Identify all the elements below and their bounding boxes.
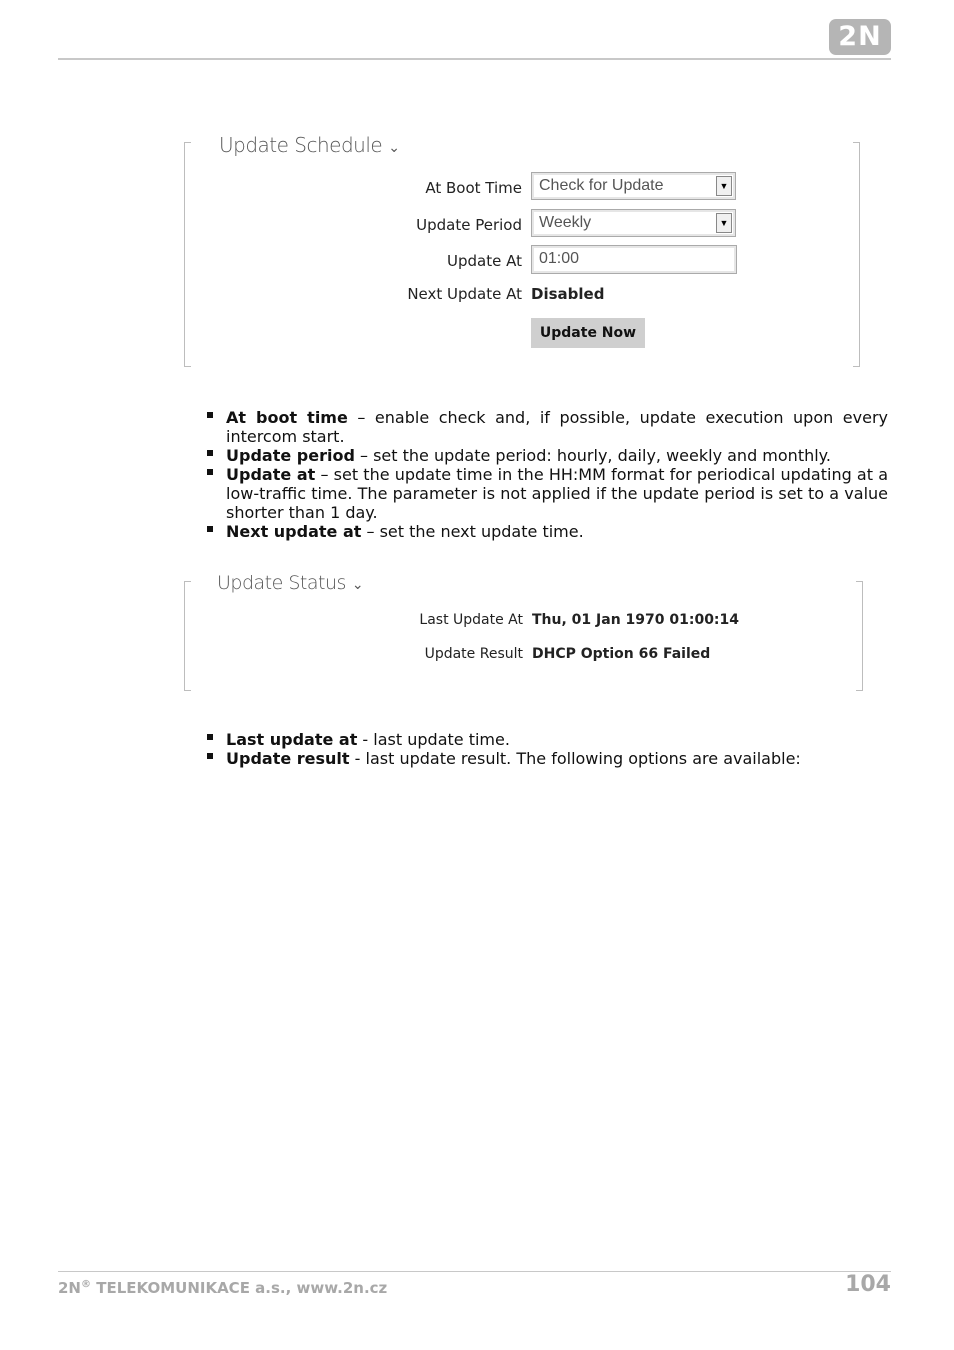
update-at-label: Update At — [447, 252, 522, 270]
at-boot-time-value: Check for Update — [539, 177, 664, 194]
bullet-term: Update at — [226, 465, 316, 484]
last-update-at-value: Thu, 01 Jan 1970 01:00:14 — [532, 612, 740, 628]
update-period-select[interactable] — [531, 209, 736, 237]
bullet-text: – set the next update time. — [361, 522, 584, 541]
at-boot-time-label: At Boot Time — [425, 179, 522, 197]
footer-company — [58, 1279, 387, 1297]
next-update-at-value: Disabled — [531, 285, 605, 303]
update-result-value: DHCP Option 66 Failed — [532, 646, 711, 662]
bullet-term: At boot time — [226, 408, 348, 427]
update-at-input[interactable] — [531, 245, 737, 274]
dropdown-arrow-icon: ▼ — [716, 213, 732, 233]
update-schedule-title[interactable] — [219, 133, 399, 157]
list-item — [206, 408, 888, 446]
page-number: 104 — [845, 1272, 891, 1297]
dropdown-arrow-icon: ▼ — [716, 176, 732, 196]
bullet-text: – set the update time in the HH:MM format for periodical updating at a low-traffic time. The parameter is not applied if the update period is set to a value shorter than 1 day. — [226, 465, 888, 522]
brand-logo: 2N — [829, 19, 891, 55]
header-divider — [58, 58, 891, 60]
bullet-term: Update period — [226, 446, 355, 465]
chevron-down-icon: ⌄ — [388, 140, 400, 156]
registered-mark: ® — [81, 1279, 91, 1290]
status-bullet-list — [206, 730, 888, 768]
bullet-text: – set the update period: hourly, daily, weekly and monthly. — [354, 446, 831, 465]
update-period-label: Update Period — [416, 216, 522, 234]
footer-company-prefix: 2N — [58, 1279, 81, 1297]
at-boot-time-select[interactable] — [531, 172, 736, 200]
list-item — [206, 522, 888, 541]
update-period-value: Weekly — [539, 214, 592, 231]
update-now-button[interactable]: Update Now — [531, 318, 645, 348]
bullet-icon — [207, 450, 213, 456]
list-item — [206, 749, 888, 768]
bullet-text: - last update time. — [357, 730, 510, 749]
update-result-label: Update Result — [424, 646, 523, 662]
last-update-at-label: Last Update At — [419, 612, 523, 628]
bullet-icon — [207, 526, 213, 532]
update-at-value: 01:00 — [539, 250, 580, 267]
bullet-term: Last update at — [226, 730, 358, 749]
bullet-text: - last update result. The following options are available: — [349, 749, 801, 768]
footer-company-rest: TELEKOMUNIKACE a.s., www.2n.cz — [91, 1279, 388, 1297]
list-item — [206, 730, 888, 749]
update-status-title[interactable] — [217, 572, 363, 594]
panel-bracket-left — [184, 142, 191, 367]
bullet-icon — [207, 753, 213, 759]
bullet-term: Next update at — [226, 522, 362, 541]
bullet-text: – enable check and, if possible, update execution upon every intercom start. — [226, 408, 888, 446]
update-status-title-text: Update Status — [217, 572, 346, 594]
panel-bracket-left — [184, 581, 191, 691]
panel-bracket-right — [853, 142, 860, 367]
footer-divider — [58, 1271, 891, 1272]
panel-bracket-right — [856, 581, 863, 691]
bullet-icon — [207, 469, 213, 475]
bullet-term: Update result — [226, 749, 350, 768]
schedule-bullet-list — [206, 408, 888, 541]
list-item — [206, 446, 888, 465]
update-schedule-title-text: Update Schedule — [219, 133, 383, 157]
bullet-icon — [207, 412, 213, 418]
list-item — [206, 465, 888, 522]
next-update-at-label: Next Update At — [407, 285, 522, 303]
chevron-down-icon: ⌄ — [351, 577, 364, 593]
bullet-icon — [207, 734, 213, 740]
